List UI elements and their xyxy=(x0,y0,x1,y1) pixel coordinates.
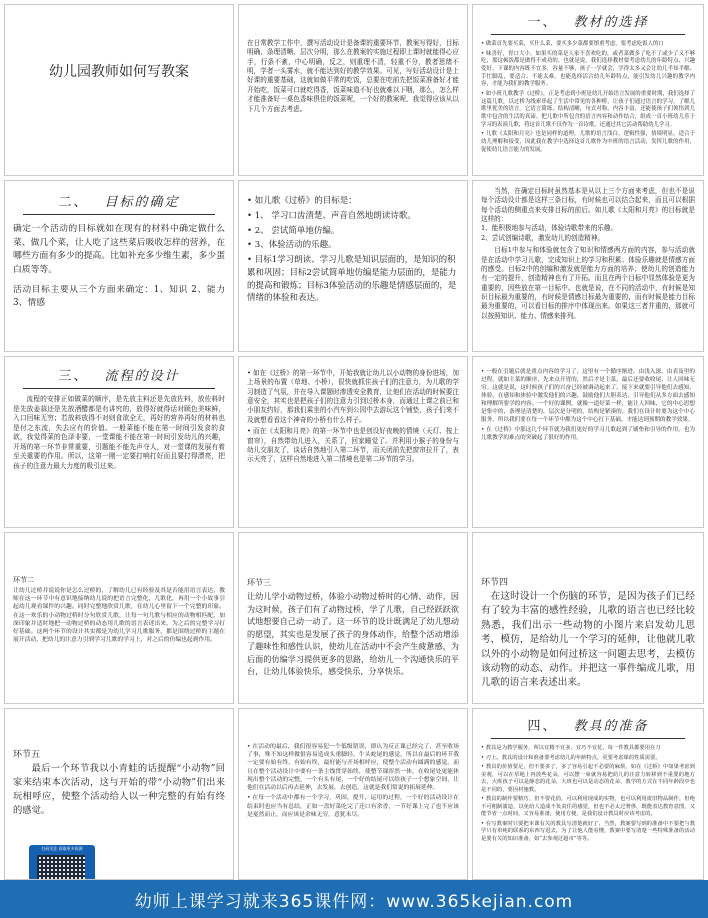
materials-list xyxy=(481,745,695,843)
slide-8 xyxy=(238,356,468,528)
list-item: • 3、体验活动的乐趣。 xyxy=(247,240,337,251)
slide-5 xyxy=(238,180,468,352)
step-3-heading: 环节三 xyxy=(247,578,271,587)
list-item: • 刃上。教具的设计和准备要考虑幼儿的年龄特点，更要考虑课的性质需要。 xyxy=(481,754,661,761)
list-item: • 在活动的最后，我们很容易犯一个低级错误，即认为反正课已经完了，甚至收场了事，殊不知这样做很容易造成头重脚轻、牛头蛇尾的感觉，所以在最后的环节我一定要有始有终，有始有终，最好能与开场相呼应，使整个活动有圆满的感觉。而且在整个活动设计中要有一条主线贯穿始终，使整节课浑然一体，在收尾处更能体现出整个活动的完整，一个有头有尾，一个好的结尾可以给孩子一个想象空间，让他们在活动以后再去延伸，去发展，去创造，这就是我们常说的拓展延伸。 xyxy=(247,744,459,792)
section-1-heading xyxy=(473,11,703,30)
slide-7 xyxy=(4,356,234,528)
slide-13 xyxy=(4,708,234,880)
step-4-text: 在这时设计一个伤脑的环节，是因为孩子们已经有了较为丰富的感性经验，儿歌的语言也已经比较熟悉，我们出示一些动物的小图片来启发幼儿思考，模仿，是给幼儿一个学习的延伸，让他就儿歌以外的小动物是如何过桥这一问题去思考，去模仿该动物的动态、动作。并把这一事件编成儿歌，用儿歌的语言来表述出来。 xyxy=(481,591,695,689)
list-item: • 2、 尝试简单地仿编。 xyxy=(247,225,340,236)
list-item: • 在《过桥》中那这几个环节就为我们更好的学习儿歌起到了铺垫和引导的作用，也为儿歌教学的难点的突破起了很好的作用。 xyxy=(481,426,695,441)
section-2-title: 目标的确定 xyxy=(104,195,180,210)
section-3-number: 三、 xyxy=(58,369,89,384)
flow-examples xyxy=(247,369,459,465)
list-item: • 味喜好，胃口大小。如果买的菜是人家不喜欢吃的，或者菜做多了吃不了或少了又不够吃，那这顿饭都是做得不成功的。也就是说，我们选择教材要考虑幼儿的年龄特点、兴趣爱好。下课的内容既不宜多，容量不够，孩子一学就会，学得太多又会让幼儿半知半解、手忙脚乱，要适合、不能太难，也能选择活合幼儿年龄特点，能引发幼儿兴趣的教学内容，才能为我们的教学服务。 xyxy=(481,50,695,88)
flow-text: 流程的安排正如做菜的顺序，是先放主料还是先放佐料，放佐料时是先放姜蒜还是先放酒醋都是有讲究的，放得好就得话对顾色美味鲜，入口回味无穷；若放料放得不对则食欲全无，再好的营养再好的材料也是付之东流，失去应有的价值。一般菜能不能在第一时间引发食的食欲，我觉得菜的色泽非要，一堂课能不能在第一时间引发幼儿的兴趣，开场的第一环节非常重要，引题能不能先声夺人，对一堂课的发展有着至关重要的作用。所以，这第一刚一定要打响打好而且要打得漂亮，把孩子的注意力最大力度的吸引过来。 xyxy=(13,395,225,470)
list-item: • 1、 学习口齿清楚、声音自然地朗读诗歌。 xyxy=(247,210,416,221)
section-2-underline xyxy=(23,214,215,215)
step-3-text: 让幼儿学小动物过桥，体验小动物过桥时的心情、动作，因为这时候，孩子们有了动物过桥，学了儿歌，自己经跃跃欲试地想要自己动一动了。这一环节的设计既满足了幼儿想动的愿望，其实也是发展了孩子的身体动作，给整个活动增添了趣味性和感性认识，使幼儿在活动中不会产生疲惫感，为后面的仿编学习提供更多的思路，给幼儿一个沟通快乐的平台，让幼儿体验快乐，感受快乐，分享快乐。 xyxy=(247,591,459,677)
section-1-title: 教材的选择 xyxy=(573,15,649,30)
list-item: • 在写教案时只要把本课有关的教具写清楚就好了，当然，教案要写到的准备中不要把与教学只有单纯的联系的东西写进去，为了让他人能看懂，教案中要写清楚一些特殊准备的活动是要有关的知识准备，如“去参观过超市”等等。 xyxy=(481,820,695,842)
list-item: • 儿歌《太阳和月亮》也是同样的道理，儿歌的语言浅白，逻辑性强，情境明显，适合于幼儿理解和接受，因此我在教学中选择这首儿歌作为中班的语言活动，发挥儿歌的作用，促使幼儿语言能力的发展。 xyxy=(481,131,695,153)
list-item: • 在每一个活动中都有一个学习，巩固，提升，运用的过程，一个好的活动设计在结束时也应当有总结，正如一盘好菜吃完了还口有余香，一节好课上完了也不应该是戛然而止，而应该是余味无穷，意犹未尽。 xyxy=(247,795,459,818)
section-1-underline xyxy=(491,34,685,35)
section-3-title: 流程的设计 xyxy=(104,369,180,384)
section-3-underline xyxy=(23,388,215,389)
section-2-heading xyxy=(5,191,233,210)
goal-text: 确定一个活动的目标就如在现有的材料中确定做什么菜、做几个菜，让人吃了这些菜后吸收怎样的营养，在哪些方面有多少的提高。比如补充多少维生素，多少蛋白质等等。 xyxy=(13,224,225,275)
goal-aspects: 活动目标主要从三个方面来确定：1、知识 2、能力 3、情感 xyxy=(13,284,225,309)
qr-caption: 扫码关注 获取更多资源 xyxy=(41,846,83,851)
footer-banner[interactable] xyxy=(0,880,708,918)
list-item: • 如儿歌《过桥》的目标是： xyxy=(247,196,357,206)
list-item: • 教具的制作要精巧，但不要花俏，可以利用现成的实物，也可以利用废旧物品制作，但绝不可粗制滥造，以免给人造成不负责任的感觉，但也不必太过奢侈，既能表达教育意图，又能节省一点时间，又容易准备，使用方便，是我们设计教具时应该考虑的。 xyxy=(481,796,695,818)
goal-analysis: 目标1中参与和体验就包含了知识和情感两方面的内容，参与活动就是在活动中学习儿歌，完成知识上的学习和积累；体验乐趣就是情感方面的感受。目标2中的创编和激发就是能力方面的培养；使幼儿的创造能力有一定的提升，创造精神也有了开拓。而且在两个目标中显然体验是更为重要的，因些放在第一目标中。也就是说，在不同的活动中，有时候是知识目标最为重要的，有时候是情感目标最为重要的，而有时候是能力目标最为重要的，可以看目标的排序中体现出来。如果这三者并重的，那就可以按照知识、能力、情感来排列。 xyxy=(481,246,695,320)
list-item: • 如在《过桥》的第一环节中，开始我就让幼儿以小动物的身份进场，加上场景的布置（草地、小桥），很快就抓住孩子们的注意力，为儿歌的学习制造了气氛，并在导入课题时渗透安全教育，让他们在活动的时候要注意安全，其实也是把孩子们的注意力引到过桥本身，而通过上课之前已和小朋友约好，那我们乘坐的小汽车到公园中去游玩这个铺垫，孩子们来不及就想看看这个神奇的小桥有什么样子。 xyxy=(247,369,459,424)
document-title: 幼儿园教师如何写教案 xyxy=(49,64,189,80)
flow-core xyxy=(481,369,695,442)
slide-9 xyxy=(472,356,704,528)
list-item: • 如小班儿歌教学《过桥》，正是考虑到小班是幼儿开始语言发展的重要时期，我们选择了这篇儿歌，以过桥为线索串起了生活中常见的各种桥，让孩子们通过语言的学习，了解儿歌里优美的语言。它语言简练，结构清晰，句式对称，内容丰富，还能使孩子们领悟到儿歌中包含的生活的真谛。把儿歌中所包含的语言内容和动作结合，组成一首小班幼儿乐于学习的表演儿歌，将这首儿歌不仅作为一首诗歌，还通过其它活动帮助幼儿学习。 xyxy=(481,91,695,128)
slide-12 xyxy=(472,532,704,704)
section-1-list xyxy=(481,41,695,154)
footer-text: 幼师上课学习就来365课件网：www.365kejian.com xyxy=(134,891,574,912)
goal-list xyxy=(247,195,459,305)
list-item: • 目标1学习朗读、学习儿歌是知识层面的，是知识的积累和巩固；目标2尝试简单地仿编是能力层面的，是能力的提高和锻炼；目标3体验活动的乐趣是情感层面的，是情绪的体验和表达。 xyxy=(247,255,457,304)
goal-item-2: 2、尝试创编诗歌，激发幼儿的创造精神。 xyxy=(481,233,604,242)
step-2-heading: 环节二 xyxy=(13,576,34,584)
section-4-underline xyxy=(491,738,685,739)
list-item: • 而在《太阳和月亮》的第一环节中也是创设好夜晚的情境（天灯、按上窗帘），自然带幼儿进入，关系了，回家睡觉了。并利用小猴子的身份与幼儿交朋友了，谈话自然地引入第二环节，而关闭前先把窗帘拉开了，表示天亮了，这样自然地进入第二情境也是第二环节的学习。 xyxy=(247,427,459,464)
goal-item-1: 1、能积极地参与活动，体验诗歌带来的乐趣。 xyxy=(481,224,618,233)
ending-notes xyxy=(247,743,459,819)
slide-2 xyxy=(238,4,468,176)
list-item: • 做菜首先要买菜，买什么菜，要买多少菜都要慎重考虑，要考虑吃饭人的口 xyxy=(481,41,664,47)
slide-1 xyxy=(4,4,234,176)
list-item: • 一般在引题后就是重点内容的学习了，这里有一个循序渐进、由浅入深、由表及里的过程。就如主菜的顺序，先来点开胃的，然后才是主菜，最后还要收收尾，让人回味无穷。这就是说，这时候孩子们的兴奋已经被调动起来了，接下来就要引导他们去感知、体验，在感知和体验中激发他们的兴趣，鼓励他们大胆表达，引导他们从多方面去感知和理解所要学的内容。一个好的课例，就像一道好菜一样，能让人回味，它的中心思想是集中的，条理是清楚的，层次是分明的，结构是紧凑的。我们在设计时要为这个中心服务，所以我们要在每一个环节中都为这个中心打下基础，才能达到预期的教学效果。 xyxy=(481,369,695,423)
slide-11 xyxy=(238,532,468,704)
qr-code xyxy=(29,845,95,880)
section-2-number: 二、 xyxy=(58,195,89,210)
step-2-text: 让幼儿过桥并说说你是怎么过桥的，了解幼儿已有经验及其是否能用语言表达，教师在这一环节中有意识地接纳幼儿说的把语言完整化，儿歌化，再用一个小故事引起幼儿观看课件的兴趣。同时完整地欣赏儿歌，在幼儿心里留下一个完整的印象。在这一欢乐的小动物过桥时分句欣赏儿歌，让每一句儿歌与相应的动物相匹配，加深印象并适时地把一动物过桥的动态用儿歌的语言表述出来，为之后的完整学习打好基础。这两个环节的设计其实都是为幼儿学习儿歌服务，都是围绕过桥的主题在展开活动，把幼儿的注意力引到学习儿歌的学习上，对之后的仿编也起到作用。 xyxy=(13,588,225,644)
section-4-heading xyxy=(473,715,703,734)
section-3-heading xyxy=(5,365,233,384)
intro-text: 在日常教学工作中，撰写活动设计是备课的重要环节，教案写得好，目标明确、条理清晰、层次分明，那么在教案的实施过程即上课时就能得心应手，行条不紊，中心明确，反之，则重理不清，轻重不分，教者思绪不明，学者一头雾水，就不能达到好的教学效果。可见，写好活动设计是上好课的重要基础，这就如做平常的吃饭，总要在吃前先把饭菜准备好才能开始吃，饭菜可口就吃得香，饭菜味道不好也就难以下咽，那么，怎么样才能准备好一桌色香味俱佳的饭菜呢，一个好的教案呢，我觉得应该从以下几个方面去考虑。 xyxy=(247,39,459,113)
list-item: • 教具的价值要足，但不要多了，多了容易引起不必要的麻烦，如在《过桥》中如果考虑到美观，可以在草地上再放些花朵，可以摆一束就容易把幼儿的注意力转移到不重要的地方去，大班孩子可以是静态的花朵，大班也可以是动态的花朵，教学的方式在不同年龄段中也是不同的，要因材施教。 xyxy=(481,764,695,793)
goal-note: 当然，在确定目标时虽然基本是从以上三个方面来考虑，但也不是说每个活动设计都是这样三条目标，有时候也可以结合起来，而且可以根据每个活动的侧重点来安排目标的前后。如儿歌《太阳和月亮》的目标就是这样的： xyxy=(481,187,695,224)
slide-4 xyxy=(4,180,234,352)
step-4-heading: 环节四 xyxy=(481,578,509,588)
slide-3 xyxy=(472,4,704,176)
section-4-number: 四、 xyxy=(527,719,558,734)
step-5-text: 最后一个环节我以小青蛙的话提醒“小动物”回家来结束本次活动，这与开始的带“小动物”们出来玩相呼应，使整个活动给人以一种完整的有始有终的感觉。 xyxy=(13,763,225,816)
slide-14 xyxy=(238,708,468,880)
qr-pattern xyxy=(37,855,85,880)
step-5-heading: 环节五 xyxy=(13,750,41,760)
section-1-number: 一、 xyxy=(527,15,558,30)
slide-6 xyxy=(472,180,704,352)
slide-15 xyxy=(472,708,704,880)
list-item: • 教具是为教学服务，所以宜精不宜多，宜巧不宜花，每一件教具都要用在刀 xyxy=(481,745,661,751)
slide-10 xyxy=(4,532,234,704)
section-4-title: 教具的准备 xyxy=(573,719,649,734)
